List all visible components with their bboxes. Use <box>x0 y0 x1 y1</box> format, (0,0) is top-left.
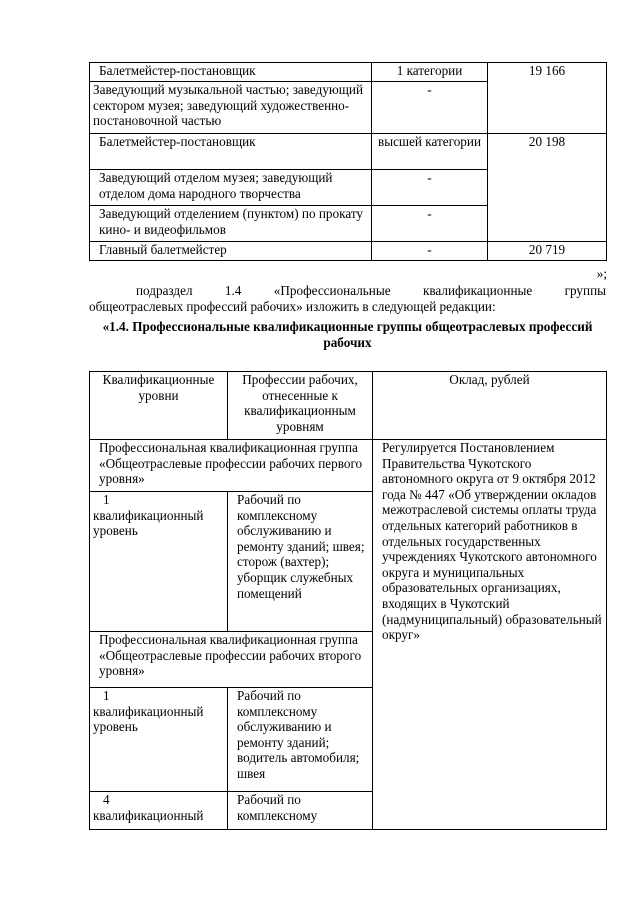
level-cell <box>90 688 228 792</box>
position-cell: Балетмейстер-постановщик <box>90 134 372 170</box>
category-cell: - <box>372 242 488 261</box>
position-cell: Балетмейстер-постановщик <box>90 63 372 82</box>
position-cell: Заведующий музыкальной частью; заведующий сектором музея; заведующий художественно-постановочной частью <box>90 82 372 134</box>
position-cell: Главный балетмейстер <box>90 242 372 261</box>
group-1-title: Профессиональная квалификационная группа «Общеотраслевые профессии рабочих первого уровня» <box>90 440 373 492</box>
section-heading: «1.4. Профессиональные квалификационные группы общеотраслевых профессий рабочих <box>102 319 593 350</box>
professions-cell: Рабочий по комплексному <box>228 792 373 830</box>
level-number: 1 <box>103 492 110 507</box>
category-cell: 1 категории <box>372 63 488 82</box>
salary-cell: 20 198 <box>488 134 607 242</box>
position-cell: Заведующий отделением (пунктом) по прокату кино- и видеофильмов <box>90 206 372 242</box>
level-label: квалификационный уровень <box>93 507 204 539</box>
salary-cell: 20 719 <box>488 242 607 261</box>
header-professions: Профессии рабочих, отнесенные к квалификационным уровням <box>228 372 373 440</box>
category-cell: - <box>372 206 488 242</box>
position-cell: Заведующий отделом музея; заведующий отделом дома народного творчества <box>90 170 372 206</box>
level-number: 1 <box>103 688 110 703</box>
category-cell: - <box>372 170 488 206</box>
salary-cell: 19 166 <box>488 63 607 134</box>
professions-cell: Рабочий по комплексному обслуживанию и ремонту зданий; водитель автомобиля; швея <box>228 688 373 792</box>
header-levels: Квалификационные уровни <box>90 372 228 440</box>
category-cell: - <box>372 82 488 134</box>
group-2-title: Профессиональная квалификационная группа «Общеотраслевые профессии рабочих второго уровня» <box>90 632 373 688</box>
qualification-groups-table <box>89 371 607 830</box>
intro-line-1: подраздел 1.4 «Профессиональные квалификационные группы <box>136 283 606 298</box>
level-cell <box>90 492 228 632</box>
salary-table-culture <box>89 62 607 261</box>
intro-line-2: общеотраслевых профессий рабочих» изложить в следующей редакции: <box>89 299 496 314</box>
level-label: квалификационный уровень <box>93 703 204 735</box>
level-number: 4 <box>103 792 110 807</box>
professions-cell: Рабочий по комплексному обслуживанию и ремонту зданий; швея; сторож (вахтер); уборщик служебных помещений <box>228 492 373 632</box>
level-cell <box>90 792 228 830</box>
salary-note: Регулируется Постановлением Правительства Чукотского автономного округа от 9 октября 2012 года № 447 «Об утверждении окладов межотраслевой системы оплаты труда отдельных категорий работников в отдельных государственных учреждениях Чукотского автономного округа и муниципальных образовательных организациях, входящих в Чукотский (надмуниципальный) образовательный округ» <box>373 440 607 830</box>
closing-quote: »; <box>596 266 607 281</box>
category-cell: высшей категории <box>372 134 488 170</box>
level-label: квалификационный <box>93 807 204 823</box>
header-salary: Оклад, рублей <box>373 372 607 440</box>
